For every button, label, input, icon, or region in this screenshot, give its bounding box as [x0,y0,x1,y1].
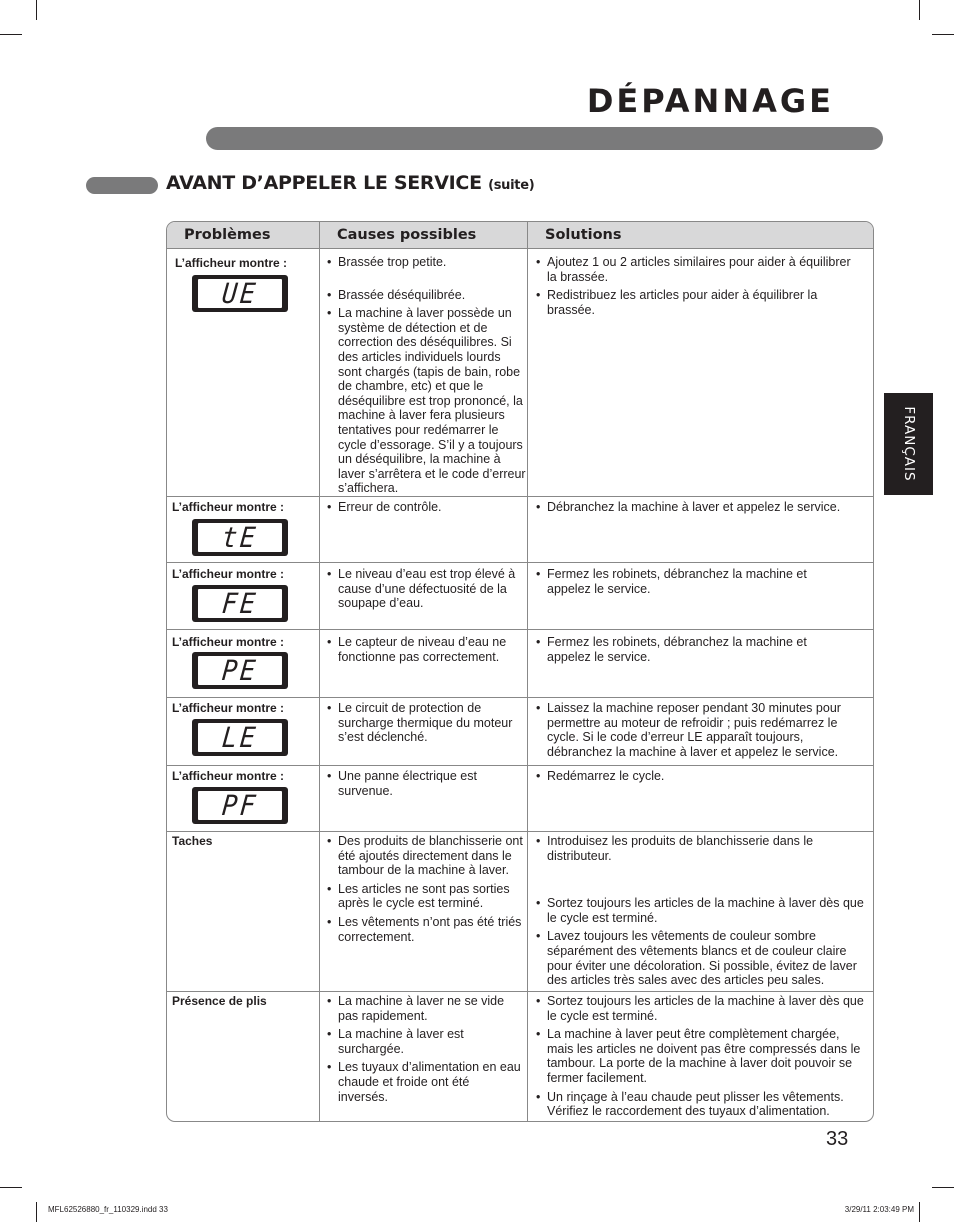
cause-item: • La machine à laver ne se vide pas rapidement. [327,994,522,1023]
error-display [192,519,288,556]
error-display [192,585,288,622]
solutions-cell [536,567,836,600]
error-code: PE [220,654,260,687]
solutions-cell [536,994,866,1122]
solutions-cell [536,769,836,788]
footer-file: MFL62526880_fr_110329.indd 33 [48,1205,168,1214]
cause-item: • Le capteur de niveau d’eau ne fonctionne pas correctement. [327,635,525,664]
cause-item: • Le niveau d’eau est trop élevé à cause d’une défectuosité de la soupape d’eau. [327,567,522,611]
causes-cell [327,567,522,615]
problem-label: L’afficheur montre : [172,635,285,649]
error-display [192,652,288,689]
causes-cell [327,769,507,802]
crop-mark [919,0,920,20]
error-display [192,275,288,312]
problem-label: L’afficheur montre : [172,769,285,783]
solution-item: • Lavez toujours les vêtements de couleur sombre séparément des vêtements blancs et de couleur claire pour éviter une décoloration. Si possible, évitez de laver des articles très sales avec des articles peu sales. [536,929,871,987]
solutions-cell [536,255,861,321]
footer-timestamp: 3/29/11 2:03:49 PM [844,1205,914,1214]
row-divider [167,697,873,698]
cause-item: • Une panne électrique est survenue. [327,769,507,798]
error-code: FE [220,587,260,620]
causes-cell [327,500,527,519]
crop-mark [36,1202,37,1222]
error-display [192,787,288,824]
cause-item: • Le circuit de protection de surcharge thermique du moteur s’est déclenché. [327,701,525,745]
cause-item: • Erreur de contrôle. [327,500,527,515]
cause-item: • Les vêtements n’ont pas été triés correctement. [327,915,525,944]
cause-item: • Brassée déséquilibrée. [327,288,527,303]
error-display [192,719,288,756]
header-problems: Problèmes [184,227,271,243]
problem-label: L’afficheur montre : [175,256,288,270]
section-title-text: AVANT D’APPELER LE SERVICE [166,172,482,194]
problem-label: L’afficheur montre : [172,701,285,715]
causes-cell [327,635,525,668]
section-title [166,172,534,194]
solutions-cell [536,500,866,519]
cause-item: • Les articles ne sont pas sorties après le cycle est terminé. [327,882,525,911]
crop-mark [0,1187,22,1188]
solution-item: • Sortez toujours les articles de la machine à laver dès que le cycle est terminé. [536,994,866,1023]
cause-item: • Brassée trop petite. [327,255,527,270]
language-tab-label: FRANÇAIS [900,406,917,482]
column-divider [319,222,320,1121]
row-divider [167,765,873,766]
causes-cell [327,255,527,500]
page-title: DÉPANNAGE [586,82,834,120]
solution-item: • Redémarrez le cycle. [536,769,836,784]
crop-mark [36,0,37,20]
causes-cell [327,834,525,948]
solutions-cell [536,701,866,763]
problem-label: Taches [172,834,213,848]
solution-item: • Débranchez la machine à laver et appelez le service. [536,500,866,515]
header-bar [206,127,883,150]
crop-mark [0,34,22,35]
column-divider [527,222,528,1121]
section-pill [86,177,158,194]
row-divider [167,562,873,563]
table-header [167,222,873,249]
error-code: PF [220,789,260,822]
language-tab [884,393,933,495]
causes-cell [327,701,525,749]
cause-item: • Les tuyaux d’alimentation en eau chaude et froide ont été inversés. [327,1060,522,1104]
row-divider [167,831,873,832]
section-title-suffix: (suite) [488,178,535,193]
solutions-cell [536,834,871,992]
solution-item: • Redistribuez les articles pour aider à équilibrer la brassée. [536,288,861,317]
solution-item: • Introduisez les produits de blanchisserie dans le distributeur. [536,834,871,863]
cause-item: • La machine à laver est surchargée. [327,1027,522,1056]
causes-cell [327,994,522,1108]
crop-mark [932,1187,954,1188]
error-code: tE [220,521,260,554]
problem-label: L’afficheur montre : [172,567,285,581]
solution-item: • Laissez la machine reposer pendant 30 minutes pour permettre au moteur de refroidir ; puis redémarrez le cycle. Si le code d’erreur LE apparaît toujours, débranchez la machine à laver et appelez le service. [536,701,866,759]
header-causes: Causes possibles [337,227,477,243]
problem-label: L’afficheur montre : [172,500,285,514]
cause-item: • Des produits de blanchisserie ont été ajoutés directement dans le tambour de la machine à laver. [327,834,525,878]
error-code: UE [220,277,260,310]
cause-item: • La machine à laver possède un système de détection et de correction des déséquilibres. Si des articles individuels lourds sont chargés (tapis de bain, robe de chambre, etc) et que le déséquilibre est trop prononcé, la machine à laver fera plusieurs tentatives pour redémarrer le cycle d’essorage. S’il y a toujours un déséquilibre, la machine à laver s’arrêtera et le code d’erreur s’affichera. [327,306,527,496]
error-code: LE [220,721,260,754]
row-divider [167,629,873,630]
solutions-cell [536,635,836,668]
crop-mark [919,1202,920,1222]
solution-item: • La machine à laver peut être complètement chargée, mais les articles ne doivent pas être compressés dans le tambour. La porte de la machine à laver doit pouvoir se fermer facilement. [536,1027,866,1085]
solution-item: • Un rinçage à l’eau chaude peut plisser les vêtements. Vérifiez le raccordement des tuyaux d’alimentation. [536,1090,866,1119]
header-solutions: Solutions [545,227,622,243]
troubleshooting-table [166,221,874,1122]
crop-mark [932,34,954,35]
problem-label: Présence de plis [172,994,267,1008]
solution-item: • Fermez les robinets, débranchez la machine et appelez le service. [536,635,836,664]
solution-item: • Ajoutez 1 ou 2 articles similaires pour aider à équilibrer la brassée. [536,255,861,284]
solution-item: • Sortez toujours les articles de la machine à laver dès que le cycle est terminé. [536,896,871,925]
page-number: 33 [826,1128,849,1150]
solution-item: • Fermez les robinets, débranchez la machine et appelez le service. [536,567,836,596]
